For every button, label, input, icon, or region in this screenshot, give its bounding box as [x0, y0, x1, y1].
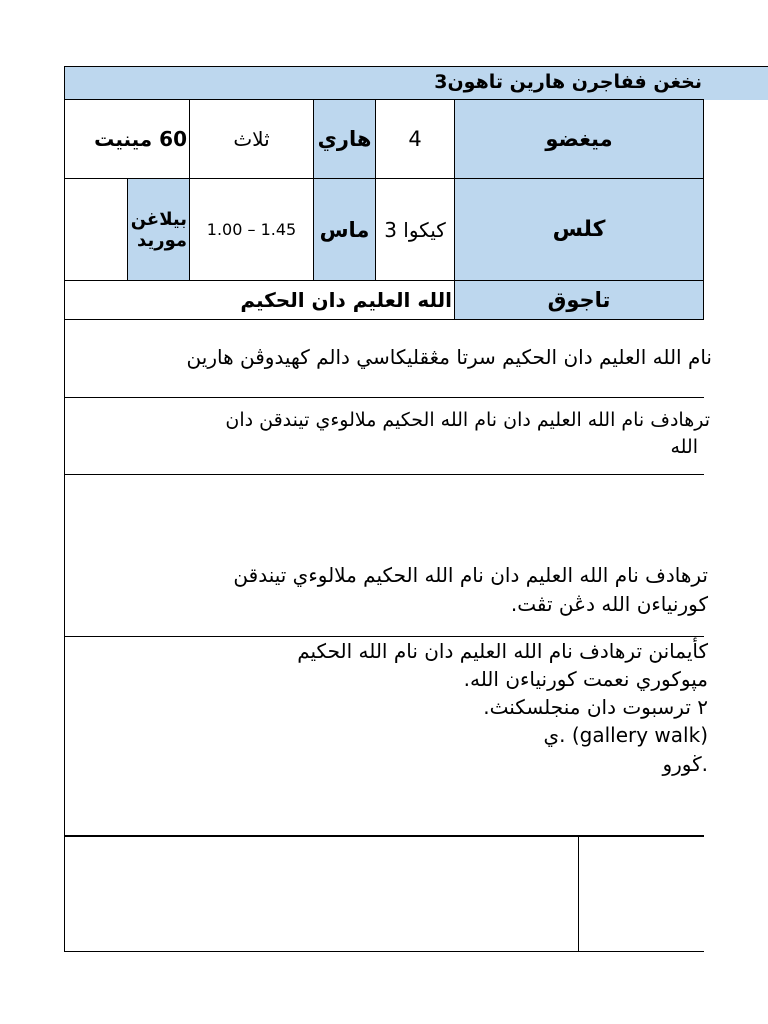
week-number: 4 — [375, 99, 455, 179]
students-value — [64, 178, 128, 281]
activities-line-3: ٢ ترسبوت دان منجلسکنث. — [483, 695, 708, 719]
day-value: ثلاث — [189, 99, 314, 179]
values-line-2: كورنياءن الله دڠن تڤت. — [510, 592, 708, 616]
section-values — [64, 474, 708, 637]
time-value: 1.00 – 1.45 — [189, 178, 314, 281]
topic-label: تاجوق — [454, 280, 704, 320]
objective-text: نام الله العليم دان الحكيم سرتا مڠقليكاسي دالم كهيدوڤن هارين — [186, 345, 712, 369]
activities-line-1: کأيمانن ترهادف نام الله العليم دان نام الله الحكيم — [297, 639, 708, 663]
class-label: كلس — [454, 178, 704, 281]
section-activities — [64, 636, 708, 837]
subject-label: ميغضو — [454, 99, 704, 179]
students-label: بيلاغن موريد — [127, 178, 190, 281]
bottom-left-cell — [64, 835, 579, 952]
bottom-right-cell — [578, 835, 704, 952]
activities-line-5: .ڬورو — [662, 752, 708, 776]
activities-line-2: مڽوکوري نعمت کورنياءن الله. — [463, 667, 708, 691]
section-criteria — [64, 397, 710, 475]
section-objective — [64, 319, 712, 398]
class-value: 3 كيكوا — [375, 178, 455, 281]
day-label: هاري — [313, 99, 376, 179]
values-line-1: ترهادف نام الله العليم دان نام الله الحكيم ملالوءي تيندقن — [233, 563, 708, 587]
criteria-line-1: ترهادف نام الله العليم دان نام الله الحكيم ملالوءي تيندقن دان — [225, 409, 710, 431]
duration-value: 60 مينيت — [64, 99, 190, 179]
criteria-line-2: الله — [670, 436, 698, 458]
topic-value: الله العليم دان الحكيم — [64, 280, 455, 320]
time-label: ماس — [313, 178, 376, 281]
header-title: نخغن ففاجرن هارين تاهون3 — [434, 71, 702, 93]
activities-line-4: (gallery walk) .ي — [543, 723, 708, 747]
header-band — [64, 66, 768, 100]
